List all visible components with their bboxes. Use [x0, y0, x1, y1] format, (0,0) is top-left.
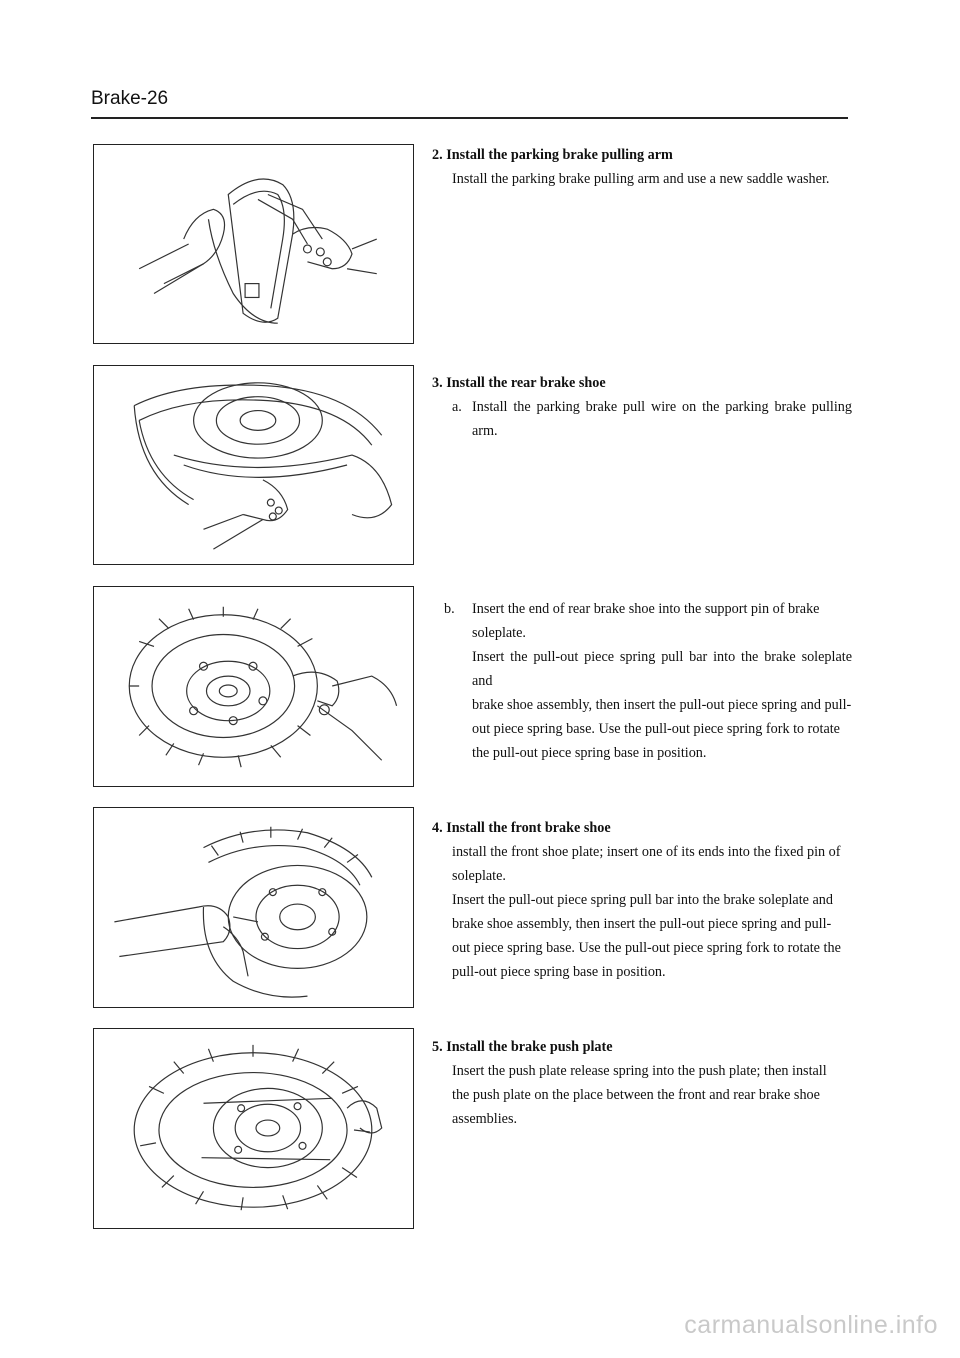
step-4-line-3: Insert the pull-out piece spring pull bar into the brake soleplate and [452, 892, 833, 908]
step-4-text [432, 816, 852, 984]
step-3-text [432, 371, 852, 443]
step-3b-text [432, 597, 852, 765]
step-5-text [432, 1035, 852, 1131]
step-5-line-2: the push plate on the place between the front and rear brake shoe [452, 1087, 820, 1103]
watermark: carmanualsonline.info [684, 1311, 938, 1339]
header-rule [91, 117, 848, 119]
step-3b-line-1: Insert the end of rear brake shoe into the support pin of brake [472, 601, 820, 617]
step-3b-line-2: soleplate. [472, 625, 526, 641]
figure-front-brake-shoe [93, 807, 414, 1008]
step-4-line-5: out piece spring base. Use the pull-out piece spring fork to rotate the [452, 940, 841, 956]
step-5-body [432, 1059, 852, 1131]
step-5-line-1: Insert the push plate release spring into the push plate; then install [452, 1063, 827, 1079]
figure-rear-shoe-spring [93, 586, 414, 787]
step-2-heading: 2. Install the parking brake pulling arm [432, 147, 673, 163]
step-4-line-6: pull-out piece spring base in position. [452, 964, 666, 980]
step-3a-text: Install the parking brake pull wire on the parking brake pulling arm. [472, 399, 852, 439]
step-2-paragraph: Install the parking brake pulling arm and use a new saddle washer. [452, 171, 830, 187]
step-3a-marker: a. [452, 399, 462, 415]
step-4-line-4: brake shoe assembly, then insert the pull-out piece spring and pull- [452, 916, 832, 932]
step-4-heading: 4. Install the front brake shoe [432, 820, 611, 836]
figure-parking-brake-arm [93, 144, 414, 344]
step-3-heading: 3. Install the rear brake shoe [432, 375, 606, 391]
step-5-line-3: assemblies. [452, 1111, 518, 1127]
step-4-line-1: install the front shoe plate; insert one of its ends into the fixed pin of [452, 844, 841, 860]
step-5-heading: 5. Install the brake push plate [432, 1039, 613, 1055]
step-3b-marker: b. [444, 601, 455, 617]
figure-rear-brake-shoe [93, 365, 414, 565]
step-3a-item [432, 395, 852, 443]
step-4-line-2: soleplate. [452, 868, 506, 884]
step-3b-line-6: the pull-out piece spring base in position. [472, 745, 707, 761]
step-3b-body [472, 597, 852, 765]
figure-brake-push-plate [93, 1028, 414, 1229]
step-3b-line-5: out piece spring base. Use the pull-out piece spring fork to rotate [472, 721, 840, 737]
step-4-body [432, 840, 852, 984]
page-header: Brake-26 [91, 88, 169, 109]
step-2-text [432, 143, 852, 191]
step-3b-item [432, 597, 852, 765]
step-3b-line-3: Insert the pull-out piece spring pull bar into the brake soleplate and [472, 649, 852, 689]
step-3b-line-4: brake shoe assembly, then insert the pull-out piece spring and pull- [472, 697, 852, 713]
